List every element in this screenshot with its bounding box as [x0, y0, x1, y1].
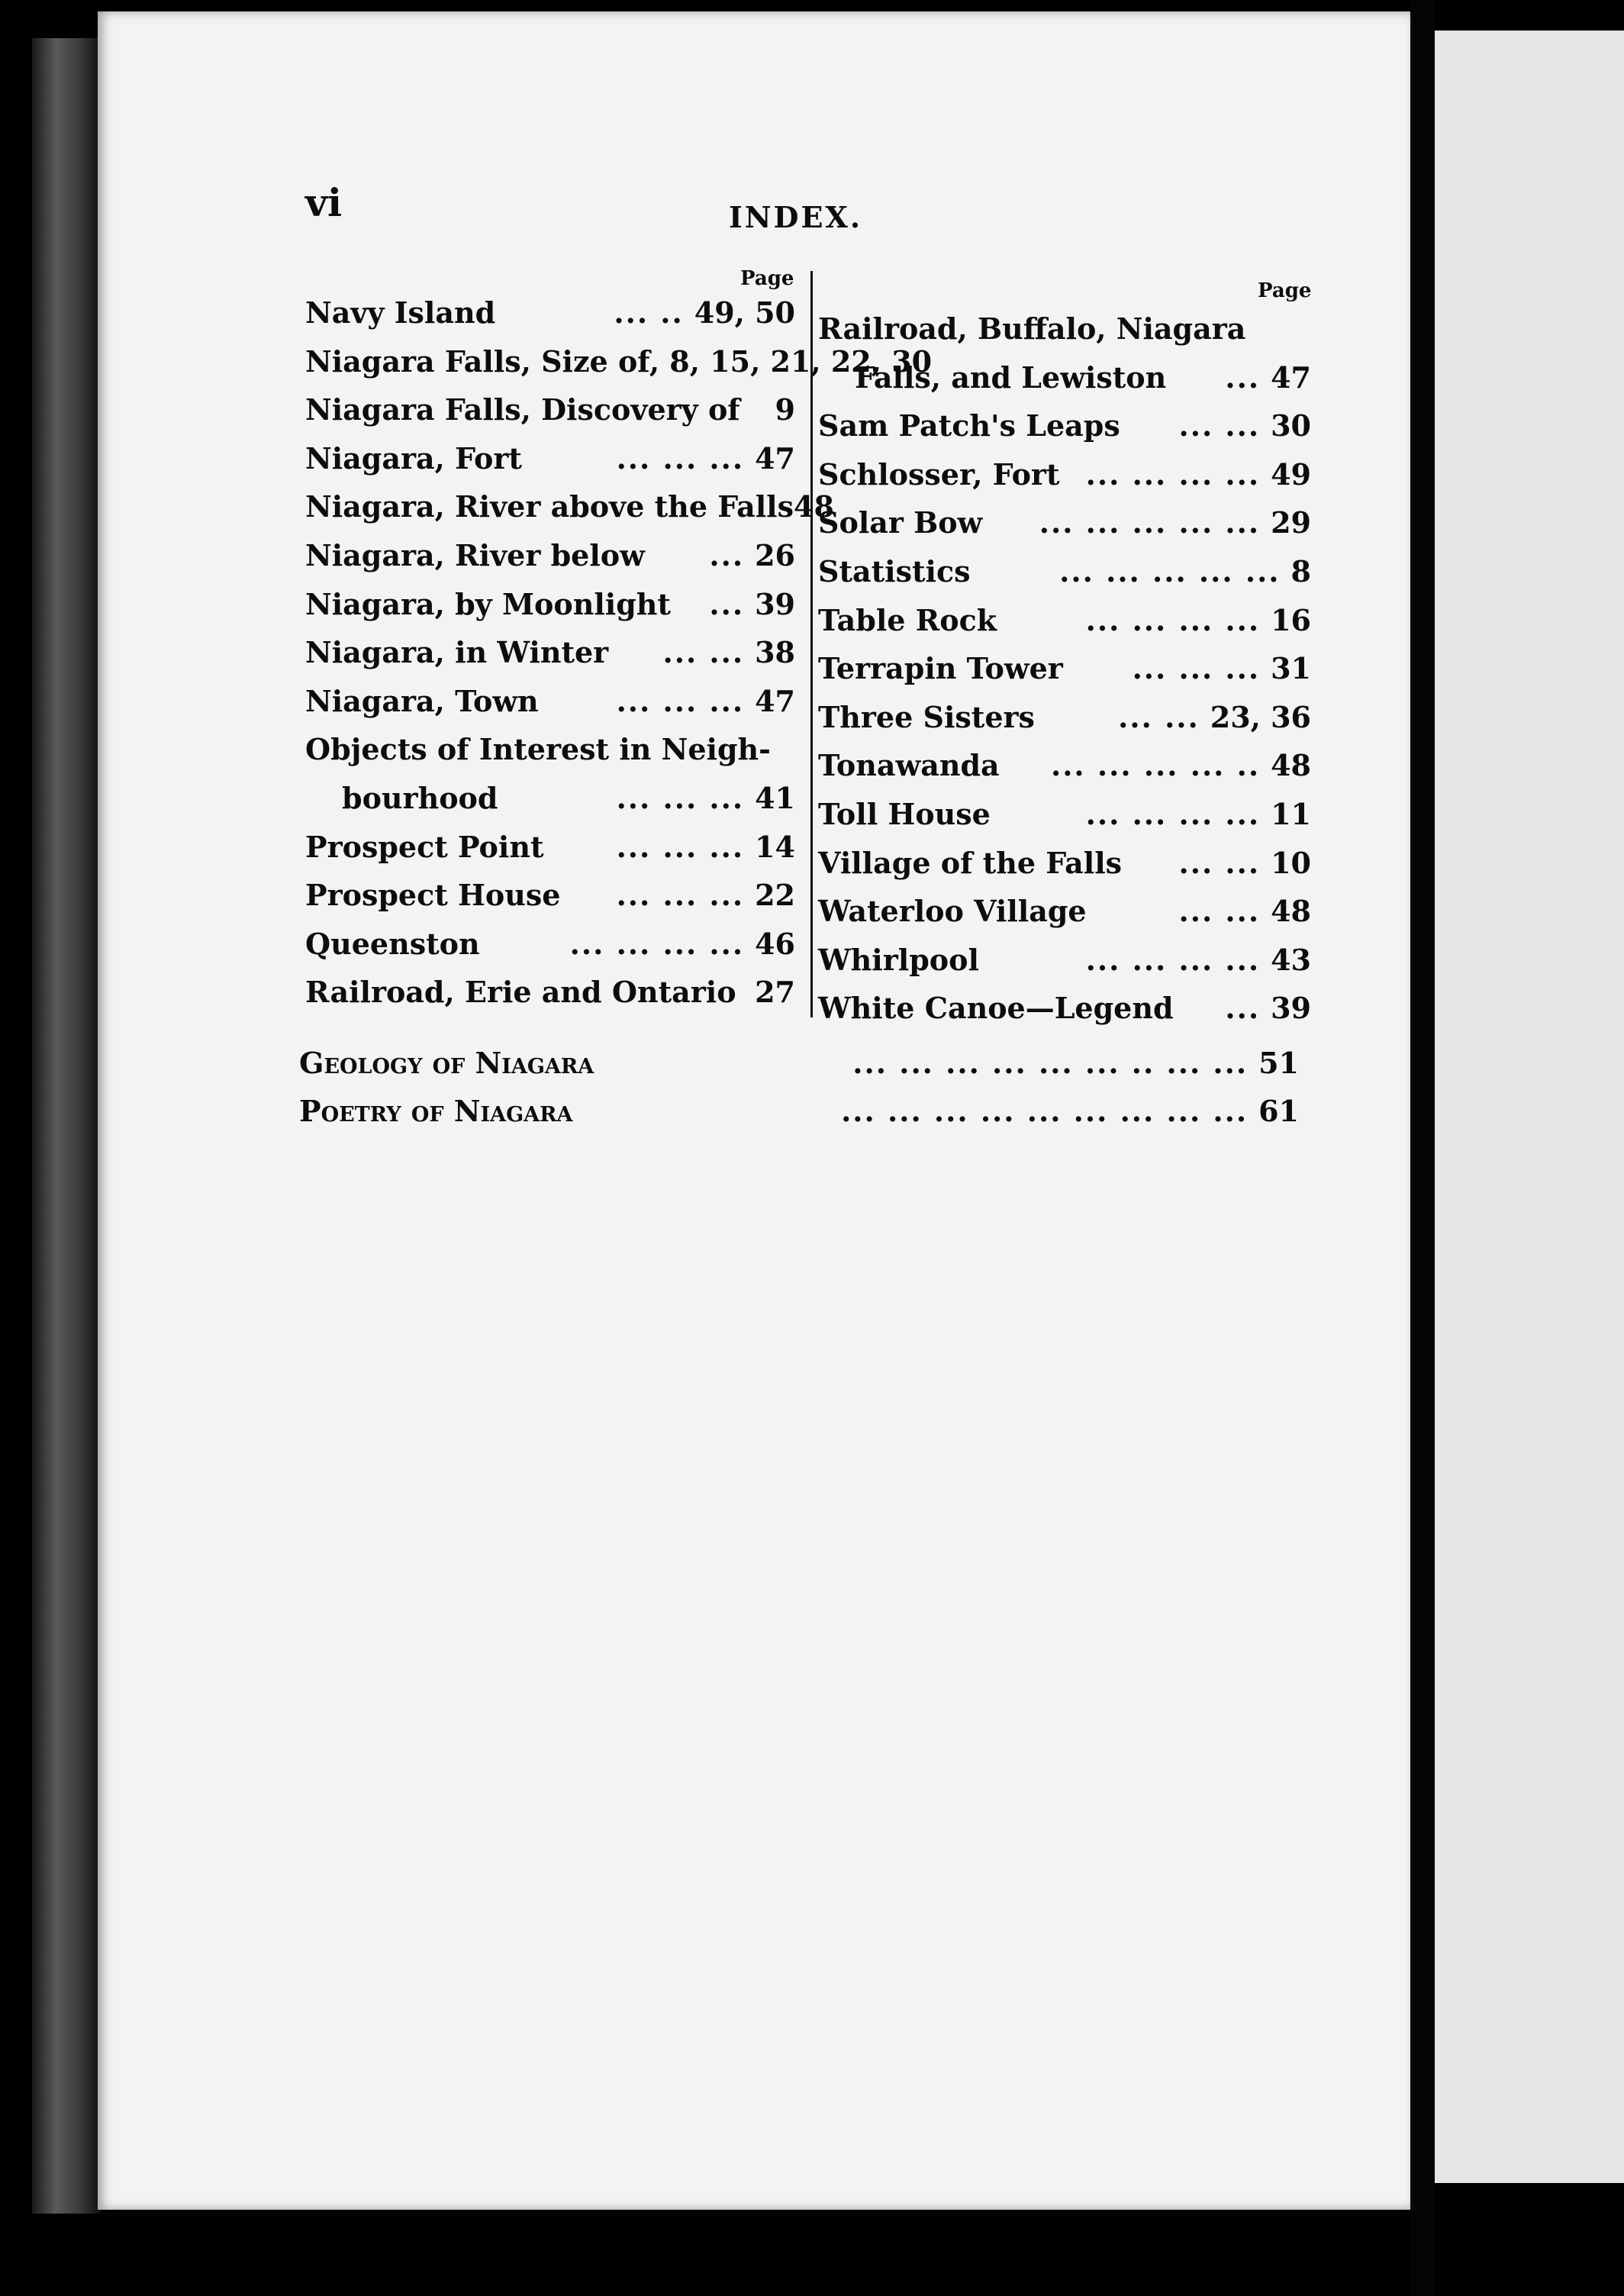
index-entry	[299, 1044, 1299, 1092]
index-entry-leader: ... ... ... ... ... ... ... ... ...	[841, 1094, 1249, 1128]
index-entry-leader: ... ... ...	[616, 829, 745, 864]
index-entry-name: Falls, and Lewiston	[855, 360, 1167, 395]
index-entry	[305, 294, 795, 341]
index-entry-name: Navy Island	[305, 295, 496, 330]
index-entry	[818, 650, 1311, 697]
index-entry-page: 31	[1271, 651, 1311, 686]
index-entry-name: Terrapin Tower	[818, 651, 1063, 686]
index-entry-name: Niagara, Town	[305, 683, 539, 718]
index-entry-page: 51	[1258, 1046, 1299, 1080]
index-entry-name: Waterloo Village	[818, 894, 1087, 929]
index-entry	[305, 730, 795, 778]
index-entry-name: Tonawanda	[818, 748, 1000, 783]
index-entry-page: 39	[755, 586, 795, 621]
index-entry	[305, 682, 795, 730]
index-entry	[818, 747, 1311, 794]
index-entry-name: Poetry of Niagara	[299, 1094, 573, 1128]
index-entry	[305, 828, 795, 876]
index-entry-name: Niagara, Fort	[305, 440, 522, 476]
index-entry-page: 30	[1271, 408, 1311, 443]
page-column-header-right: Page	[1258, 279, 1312, 302]
index-entry-name: Niagara, River below	[305, 538, 645, 572]
index-entry-name: White Canoe—Legend	[818, 991, 1174, 1026]
index-entry-leader: ... ... ... ...	[1085, 456, 1261, 492]
index-entry-page: 16	[1271, 602, 1311, 637]
index-entry-leader: ... ... ... ... ... ... .. ... ...	[852, 1046, 1249, 1080]
index-entry-leader: ... ..	[614, 295, 684, 330]
index-entry	[818, 989, 1311, 1037]
index-entry-page: 26	[755, 538, 795, 572]
index-entry-name: Solar Bow	[818, 505, 983, 540]
index-entry-leader: ... ...	[1118, 699, 1200, 734]
index-entry	[305, 440, 795, 487]
index-entry-page: 48	[1271, 748, 1311, 783]
index-entry-name: Toll House	[818, 797, 991, 831]
index-entry-name: Niagara Falls, Size of, 8, 15, 21, 22, 30	[305, 343, 933, 379]
index-entry	[818, 601, 1311, 649]
index-entry-name: Objects of Interest in Neigh-	[305, 732, 771, 767]
index-entry	[818, 407, 1311, 454]
index-entry-page: 61	[1258, 1094, 1299, 1128]
index-entry-page: 38	[755, 635, 795, 670]
index-entry-name: Sam Patch's Leaps	[818, 408, 1120, 443]
index-entry	[818, 795, 1311, 843]
index-entry-leader: ... ... ... ...	[1085, 942, 1261, 977]
index-entry-page: 22	[755, 878, 795, 913]
index-entry-page: 49, 50	[694, 295, 795, 330]
index-entry	[818, 456, 1311, 503]
index-entry-name: Prospect Point	[305, 829, 544, 864]
index-entry-name: Railroad, Erie and Ontario	[305, 975, 736, 1010]
index-entry	[305, 779, 795, 827]
index-entry-page: 47	[755, 683, 795, 718]
index-entry-name: Queenston	[305, 926, 480, 961]
index-entry	[818, 941, 1311, 988]
index-entry-name: Statistics	[818, 554, 971, 589]
index-entry-name: Three Sisters	[818, 699, 1035, 734]
index-entry-leader: ... ... ...	[616, 683, 745, 718]
index-entry	[305, 391, 795, 438]
index-entry-page: 46	[755, 926, 795, 961]
index-entry-page: 41	[755, 781, 795, 815]
index-entry-leader: ...	[1225, 991, 1261, 1026]
index-entry	[305, 585, 795, 633]
index-entry-name: Niagara, River above the Falls	[305, 489, 794, 524]
index-entry	[818, 553, 1311, 600]
index-entry-leader: ... ...	[662, 635, 745, 670]
index-entry-name: Village of the Falls	[818, 845, 1123, 880]
index-entry-page: 49	[1271, 456, 1311, 492]
index-entry-leader: ...	[709, 586, 745, 621]
index-entry	[818, 359, 1311, 406]
index-entry-name: Niagara, by Moonlight	[305, 586, 671, 621]
index-entry-page: 48	[794, 489, 834, 524]
index-entry-page: 11	[1271, 797, 1311, 831]
index-entry-leader: ... ... ... ...	[1085, 602, 1261, 637]
index-entry-name: Prospect House	[305, 878, 561, 913]
index-entry-page: 27	[755, 975, 795, 1010]
index-entry	[299, 1092, 1299, 1140]
index-entry-leader: ... ...	[1178, 408, 1261, 443]
index-entry	[305, 973, 795, 1021]
index-entry-page: 10	[1271, 845, 1311, 880]
index-entry-leader: ...	[709, 538, 745, 572]
index-entry	[305, 488, 834, 535]
index-entry	[818, 698, 1311, 746]
index-entry	[305, 537, 795, 584]
page-column-header-left: Page	[740, 267, 794, 290]
page-number: vi	[305, 180, 343, 225]
index-entry-page: 14	[755, 829, 795, 864]
page-title: INDEX.	[729, 200, 863, 234]
index-entry	[305, 925, 795, 972]
index-entry	[818, 310, 1311, 357]
index-entry-name: bourhood	[342, 781, 498, 815]
index-entry-leader: ... ... ...	[616, 878, 745, 913]
index-entry-page: 43	[1271, 942, 1311, 977]
book-spine	[32, 38, 101, 2214]
index-entry-page: 48	[1271, 894, 1311, 929]
index-entry-leader: ... ... ... ...	[1085, 797, 1261, 831]
index-entry-name: Schlosser, Fort	[818, 456, 1060, 492]
index-entry-page: 47	[755, 440, 795, 476]
index-entry	[818, 504, 1311, 551]
index-entry	[305, 343, 933, 390]
index-entry	[305, 876, 795, 924]
index-entry-leader: ... ... ... ...	[569, 926, 745, 961]
index-entry-leader: ... ... ...	[1132, 651, 1261, 686]
index-entry-leader: ... ... ... ... ..	[1050, 748, 1261, 783]
index-entry-name: Railroad, Buffalo, Niagara	[818, 311, 1246, 346]
index-entry-leader: ... ... ...	[616, 781, 745, 815]
index-entry	[818, 844, 1311, 892]
page-gutter	[1410, 0, 1435, 2296]
index-entry-leader: ... ...	[1178, 894, 1261, 929]
index-entry-page: 39	[1271, 991, 1311, 1026]
index-entry	[818, 892, 1311, 940]
index-entry-name: Table Rock	[818, 602, 997, 637]
index-entry-page: 23, 36	[1210, 699, 1311, 734]
index-entry	[305, 634, 795, 681]
index-entry-name: Niagara Falls, Discovery of	[305, 392, 740, 427]
index-entry-leader: ...	[1225, 360, 1261, 395]
index-entry-page: 8	[1290, 554, 1311, 589]
index-entry-leader: ... ... ...	[616, 440, 745, 476]
column-divider	[810, 271, 813, 1017]
index-entry-page: 29	[1271, 505, 1311, 540]
index-entry-name: Geology of Niagara	[299, 1046, 594, 1080]
index-entry-page: 47	[1271, 360, 1311, 395]
index-entry-page: 9	[775, 392, 795, 427]
index-entry-leader: ... ...	[1178, 845, 1261, 880]
facing-page-edge	[1435, 31, 1624, 2183]
index-entry-name: Whirlpool	[818, 942, 979, 977]
index-entry-leader: ... ... ... ... ...	[1059, 554, 1281, 589]
index-entry-name: Niagara, in Winter	[305, 635, 609, 670]
index-entry-leader: ... ... ... ... ...	[1039, 505, 1261, 540]
